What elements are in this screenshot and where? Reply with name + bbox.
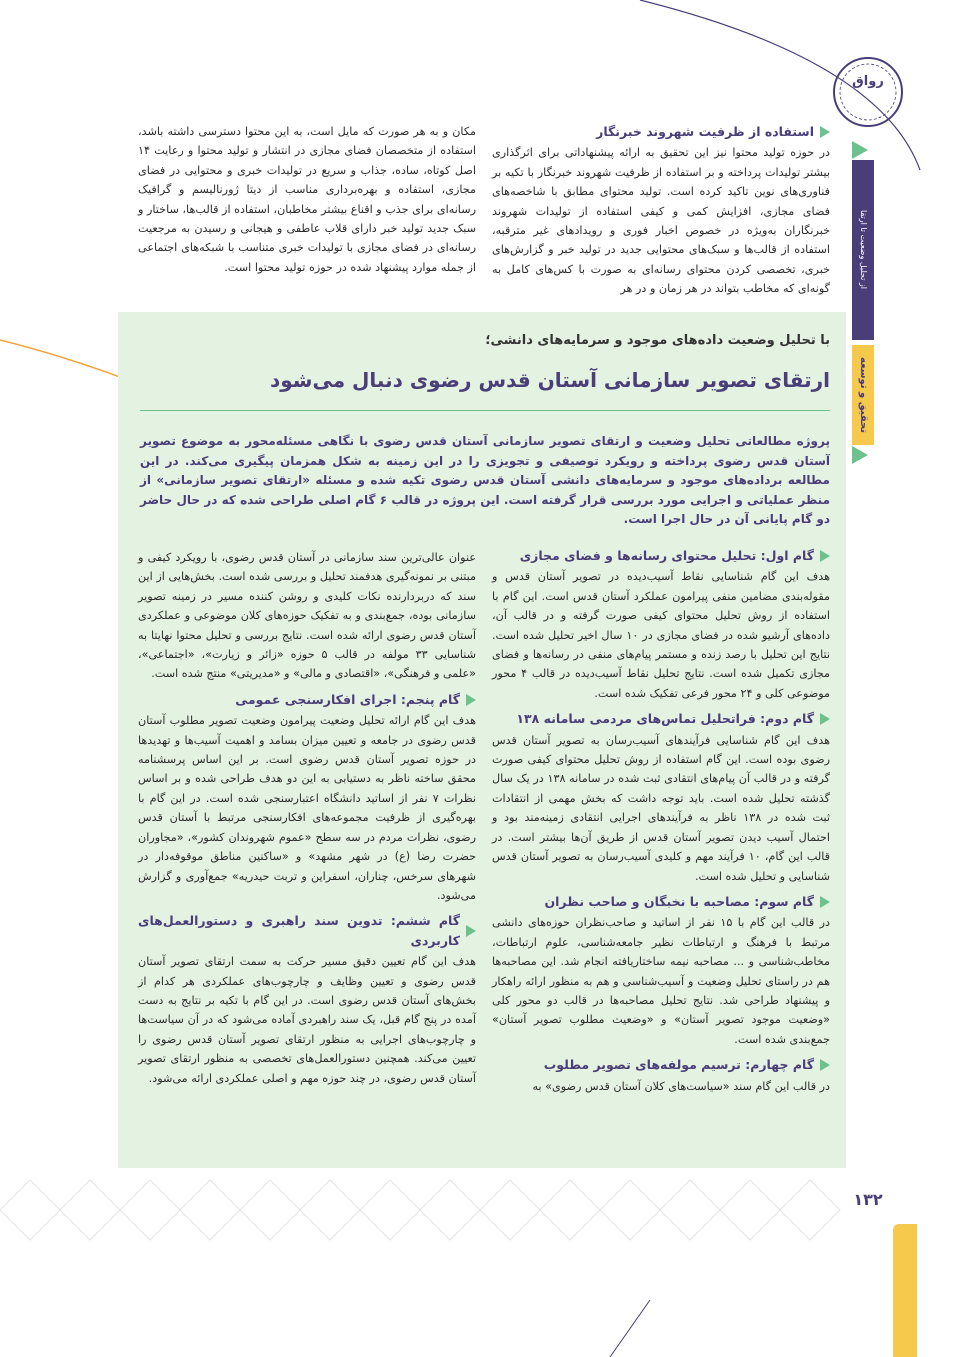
step-heading [492, 1055, 830, 1074]
section-label-research: تحقیق و توسعه [852, 345, 874, 445]
kicker: با تحلیل وضعیت داده‌های موجود و سرمایه‌های دانشی؛ [485, 333, 830, 348]
bullet-arrow-icon [820, 550, 830, 562]
side-arrow-bottom-icon [852, 446, 868, 464]
headline-divider [140, 410, 830, 411]
step-heading [138, 690, 476, 709]
heading-text: گام دوم: فراتحلیل تماس‌های مردمی سامانه ۱۳۸ [516, 711, 814, 727]
step-heading [492, 892, 830, 911]
step-heading [492, 709, 830, 728]
page-number: ۱۳۲ [853, 1190, 883, 1209]
paragraph: در قالب این گام سند «سیاست‌های کلان آستان قدس رضوی» به [532, 1079, 830, 1093]
paragraph: در قالب این گام با ۱۵ نفر از اساتید و صاحب‌نظران حوزه‌های دانشی مرتبط با فرهنگ و ارتباطات نظیر جامعه‌شناسی، علوم ارتباطات، مخاطب‌شناسی و ... مصاحبه نیمه ساختاریافته انجام شد. این مصاحبه‌ها هم در راستای تحلیل وضعیت و آسیب‌شناسی و هم به منظور ارائه راهکار و پیشنهاد طراحی شد. نتایج تحلیل مصاحبه‌ها در قالب دو محور کلی «وضعیت موجود تصویر آستان» و «وضعیت مطلوب تصویر آستان» جمع‌بندی شده است. [492, 916, 830, 1046]
heading-text: گام سوم: مصاحبه با نخبگان و صاحب نظران [544, 893, 814, 909]
lead-paragraph: پروژه مطالعاتی تحلیل وضعیت و ارتقای تصویر سازمانی آستان قدس رضوی با نگاهی مسئله‌محور به موضوع تصویر آستان قدس رضوی پرداخته و رویکرد توصیفی و تجویزی را در این زمینه به شکل همزمان پیگیری می‌کند. در این مطالعه برداده‌های موجود و سرمایه‌های دانشی آستان قدس رضوی تکیه شده و مسئله «ارتقای تصویر سازمانی» از منظر عملیاتی و اجرایی مورد بررسی قرار گرفته است. این پروژه در قالب ۶ گام اصلی طراحی شده که در حال حاضر دو گام پایانی آن در حال اجرا است. [140, 434, 830, 526]
paragraph: هدف این گام شناسایی فرآیندهای آسیب‌رسان به تصویر آستان قدس رضوی بوده است. این گام استفاده از روش تحلیل محتوای کیفی صورت گرفته و در قالب آن پیام‌های انتقادی ثبت شده در سامانه ۱۳۸ در یک سال گذشته تحلیل شده است. باید توجه داشت که بخش مهمی از انتقادات ثبت شده در ۱۳۸ ناظر به فرآیندهای اجرایی انتقادی زمینه‌مند بود و احتمال آسیب دیدن تصویر آستان قدس از طریق آن‌ها بیشتر است. در قالب این گام، ۱۰ فرآیند مهم و کلیدی آسیب‌رسان به تصویر آستان قدس شناسایی و تحلیل شده است. [492, 733, 830, 883]
side-arrow-top-icon [852, 141, 868, 159]
step-heading [138, 911, 476, 950]
paragraph: عنوان عالی‌ترین سند سازمانی در آستان قدس رضوی، با رویکرد کیفی و مبتنی بر نمونه‌گیری هدفمند تحلیل و بررسی شده است. بخش‌هایی از این سند که دربردارنده نکات کلیدی و روشن کننده مسیر در زمینه تصویر سازمانی بوده، جمع‌بندی و به تفکیک حوزه‌های کلان موضوعی و عملکردی آستان قدس رضوی ارائه شده است. نتایج بررسی و تحلیل محتوا نهایتا به شناسایی ۳۳ مولفه در قالب ۵ حوزه «زائر و زیارت»، «اجتماعی»، «علمی و فرهنگی»، «اقتصادی و مالی» و «مدیریتی» منتج شده است. [138, 551, 476, 681]
bullet-arrow-icon [820, 126, 830, 138]
box-left-column [138, 548, 476, 1088]
heading-text: گام پنجم: اجرای افکارسنجی عمومی [235, 691, 460, 707]
box-right-column [492, 546, 830, 1096]
paragraph: در حوزه تولید محتوا نیز این تحقیق به ارائه پیشنهاداتی برای اثرگذاری بیشتر تولیدات پرداخته و بر استفاده از ظرفیت شهروند خبرنگار با تکیه بر فناوری‌های نوین تاکید کرده است. تولید محتوای مطابق با شاخصه‌های فضای مجازی، افزایش کمی و کیفی استفاده از تولیدات شهروند خبرنگاران به‌ویژه در خصوص اخبار فوری و رویدادهای غیر مترقبه، استفاده از قالب‌ها و سبک‌های محتوایی جدید در تولید خبر و گزارش‌های خبری، تخصصی کردن محتوای رسانه‌ای به صورت با کس‌های کامل به گونه‌ای که مخاطب بتواند در هر زمان و در هر [492, 146, 830, 296]
top-left-column [138, 122, 476, 277]
decorative-pattern [0, 1170, 900, 1250]
heading-text: گام اول: تحلیل محتوای رسانه‌ها و فضای مجازی [519, 548, 814, 563]
page-edge-tab [893, 1224, 917, 1357]
headline: ارتقای تصویر سازمانی آستان قدس رضوی دنبال می‌شود [270, 368, 830, 392]
section-label-purple: از تحلیل وضعیت تا ارتقا [852, 160, 874, 340]
heading-text: گام چهارم: ترسیم مولفه‌های تصویر مطلوب [543, 1057, 814, 1073]
paragraph: مکان و به هر صورت که مایل است، به این محتوا دسترسی داشته باشد، استفاده از متخصصان فضای مجازی در انتشار و تولید محتوا و رعایت ۱۴ اصل کوتاه، ساده، جذاب و سریع در تولیدات خبری و محتوایی در فضای مجازی، استفاده و بهره‌برداری مناسب از دیتا ژورنالیسم و گرافیک رسانه‌ای برای جذب و اقناع بیشتر مخاطبان، استفاده از قالب‌ها، ساختار و سبک جدید تولید خبر دارای قلاب عاطفی و هیجانی و رسیدن به مرجعیت رسانه‌ای در فضای مجازی با تولیدات خبری متناسب با شبکه‌های اجتماعی از جمله موارد پیشنهاد شده در حوزه تولید محتوا است. [138, 125, 476, 274]
section-heading [492, 122, 830, 141]
heading-text: گام ششم: تدوین سند راهبری و دستورالعمل‌های کاربردی [138, 913, 460, 948]
paragraph: هدف این گام تعیین دقیق مسیر حرکت به سمت ارتقای تصویر آستان قدس رضوی و تعیین وظایف و چارچوب‌های عملکردی هر کدام از بخش‌های آستان قدس رضوی است. در این گام با تکیه بر نتایج به دست آمده در پنج گام قبل، یک سند راهبردی آماده می‌شود که در آن سیاست‌ها و چارچوب‌های اجرایی به منظور ارتقای تصویر آستان قدس رضوی را تعیین می‌کند. همچنین دستورالعمل‌های تخصصی به منظور ارتقای تصویر آستان قدس رضوی، در چند حوزه مهم و اصلی عملکردی ارائه می‌شود. [138, 955, 476, 1085]
magazine-logo [828, 52, 908, 132]
bullet-arrow-icon [820, 896, 830, 908]
logo-text: رواق [852, 74, 884, 89]
step-heading [492, 546, 830, 565]
top-right-column [492, 122, 830, 299]
paragraph: هدف این گام ارائه تحلیل وضعیت پیرامون وضعیت تصویر مطلوب آستان قدس رضوی در جامعه و تعیین میزان بسامد و اهمیت آسیب‌ها و تهدیدها در حوزه تصویر آستان قدس رضوی است. بر این اساس پرسشنامه محقق ساخته ناظر به دستیابی به این دو هدف طراحی شده و بر اساس نظرات ۷ نفر از اساتید دانشگاه اعتبارسنجی شده است. در این گام با بهره‌گیری از ظرفیت مجموعه‌های افکارسنجی مرتبط با آستان قدس رضوی، نظرات مردم در سه سطح «عموم شهروندان کشور»، «مجاوران حضرت رضا (ع) در شهر مشهد» و «ساکنین مناطق موقوفه‌دار در شهرهای سرخس، چناران، اسفراین و تربت حیدریه» جمع‌آوری و گزارش می‌شود. [138, 714, 476, 902]
bullet-arrow-icon [466, 694, 476, 706]
bullet-arrow-icon [820, 1059, 830, 1071]
paragraph: هدف این گام شناسایی نقاط آسیب‌دیده در تصویر آستان قدس و مقوله‌بندی مضامین منفی پیرامون عملکرد آستان قدس است. این گام با استفاده از روش تحلیل محتوای کیفی صورت گرفته و در قالب آن، داده‌های آرشیو شده در فضای مجازی در ۱۰ سال اخیر تحلیل شده است. نتایج این تحلیل با رصد زنده و مستمر پیام‌های منفی در رسانه‌ها و فضای مجازی تکمیل شده است. نتایج تحلیل نقاط آسیب‌دیده در قالب ۴ محور موضوعی کلی و ۲۴ محور فرعی تفکیک شده است. [492, 570, 831, 700]
bullet-arrow-icon [466, 925, 476, 937]
heading-text: استفاده از ظرفیت شهروند خبرنگار [596, 124, 814, 139]
bullet-arrow-icon [820, 713, 830, 725]
